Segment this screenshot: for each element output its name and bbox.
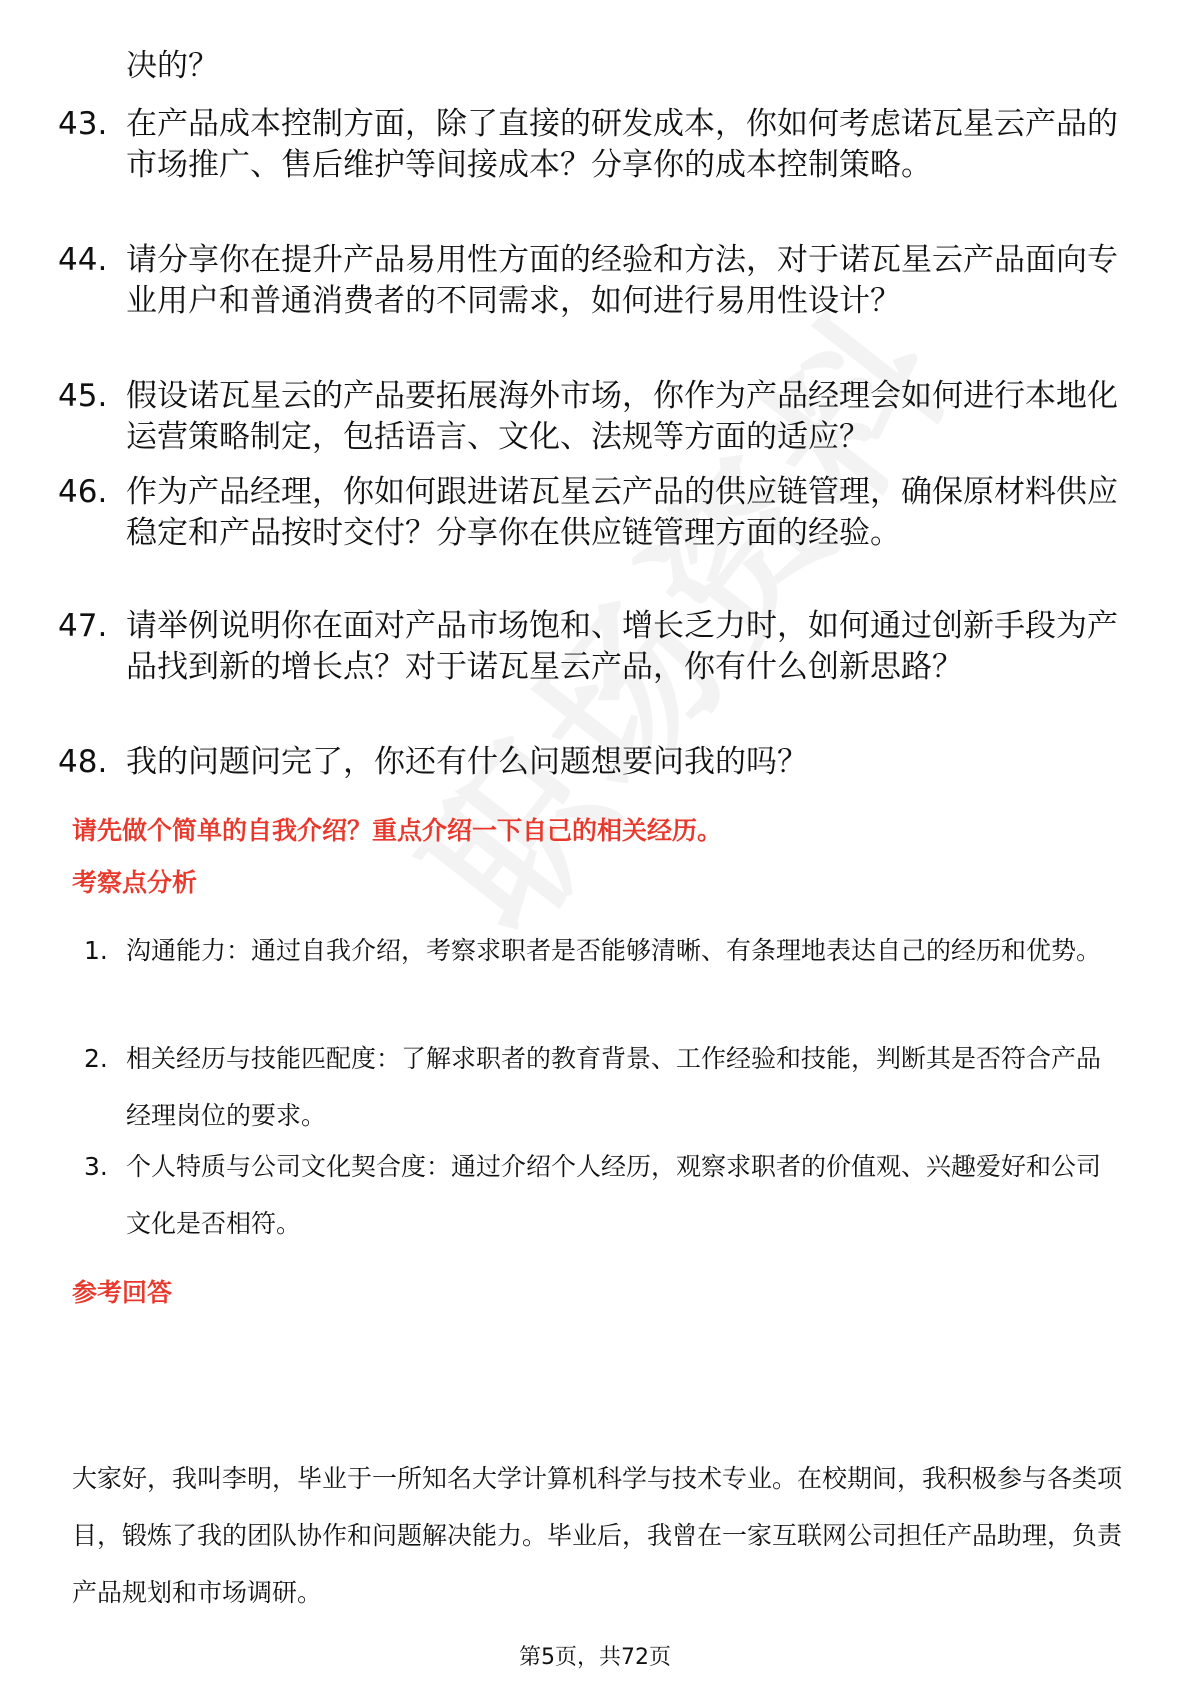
list-item (58, 46, 1118, 87)
list-item (84, 922, 1120, 979)
question-text: 作为产品经理，你如何跟进诺瓦星云产品的供应链管理，确保原材料供应稳定和产品按时交付？分享你在供应链管理方面的经验。 (126, 474, 1118, 551)
question-text: 决的？ (126, 48, 219, 84)
question-number: 44. (58, 242, 108, 278)
answer-heading: 参考回答 (72, 1278, 173, 1307)
question-text: 在产品成本控制方面，除了直接的研发成本，你如何考虑诺瓦星云产品的市场推广、售后维护等间接成本？分享你的成本控制策略。 (126, 106, 1118, 183)
list-item (58, 606, 1118, 688)
point-number: 3. (84, 1152, 108, 1181)
question-text: 请分享你在提升产品易用性方面的经验和方法，对于诺瓦星云产品面向专业用户和普通消费者的不同需求，如何进行易用性设计？ (126, 242, 1118, 319)
list-item (84, 1030, 1120, 1144)
list-item (58, 240, 1118, 322)
list-item (58, 376, 1118, 458)
answer-text: 大家好，我叫李明，毕业于一所知名大学计算机科学与技术专业。在校期间，我积极参与各类项目，锻炼了我的团队协作和问题解决能力。毕业后，我曾在一家互联网公司担任产品助理，负责产品规划和市场调研。 (72, 1464, 1123, 1607)
point-text: 相关经历与技能匹配度：了解求职者的教育背景、工作经验和技能，判断其是否符合产品经理岗位的要求。 (126, 1044, 1102, 1130)
point-number: 1. (84, 936, 108, 965)
point-text: 个人特质与公司文化契合度：通过介绍个人经历，观察求职者的价值观、兴趣爱好和公司文化是否相符。 (126, 1152, 1102, 1238)
question-text: 请举例说明你在面对产品市场饱和、增长乏力时，如何通过创新手段为产品找到新的增长点？对于诺瓦星云产品，你有什么创新思路？ (126, 608, 1118, 685)
question-text: 假设诺瓦星云的产品要拓展海外市场，你作为产品经理会如何进行本地化运营策略制定，包括语言、文化、法规等方面的适应？ (126, 378, 1118, 455)
point-text: 沟通能力：通过自我介绍，考察求职者是否能够清晰、有条理地表达自己的经历和优势。 (126, 936, 1102, 965)
list-item (58, 742, 1118, 783)
question-text: 我的问题问完了，你还有什么问题想要问我的吗？ (126, 744, 808, 780)
question-number: 45. (58, 378, 108, 414)
analysis-heading: 考察点分析 (72, 868, 198, 897)
section-question: 请先做个简单的自我介绍？重点介绍一下自己的相关经历。 (72, 816, 723, 845)
page-footer: 第5页，共72页 (519, 1645, 671, 1670)
question-number: 46. (58, 474, 108, 510)
list-item (58, 104, 1118, 186)
point-number: 2. (84, 1044, 108, 1073)
list-item (84, 1138, 1120, 1252)
question-number: 43. (58, 106, 108, 142)
question-number: 47. (58, 608, 108, 644)
list-item (58, 472, 1118, 554)
question-number: 48. (58, 744, 108, 780)
